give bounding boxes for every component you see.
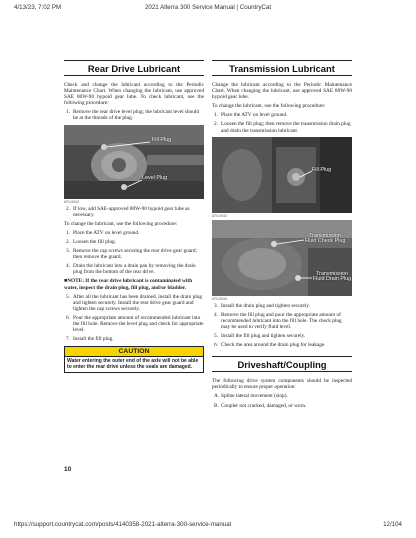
print-header <box>0 4 416 16</box>
trans-step-3: 3. Install the drain plug and tighten securely. <box>214 302 310 309</box>
transmission-intro: Change the lubricant according to the Periodic Maintenance Chart. When changing the lubricant, use approved SAE 80W-90 hypoid gear lube. <box>212 82 352 101</box>
caution-box <box>64 346 204 373</box>
transmission-plugs-image <box>212 220 352 296</box>
driveshaft-intro: The following drive system components should be inspected periodically to ensure proper operation: <box>212 378 352 391</box>
transmission-plugs-photo <box>212 220 352 296</box>
print-url[interactable]: https://support.countrycat.com/posts/4140358-2021-alterra-300-service-manual <box>14 521 232 528</box>
transmission-fill-image <box>212 137 352 213</box>
photo-id: ATV-0042 <box>64 199 79 204</box>
rear-drive-photo <box>64 125 204 199</box>
rear-drive-heading: Rear Drive Lubricant <box>64 60 204 76</box>
change-step-7: 7. Install the fill plug. <box>66 336 114 343</box>
change-step-6: 6. Pour the appropriate amount of recommended lubricant into the fill hole. Remove the level plug and check for appropriate level. <box>66 314 204 334</box>
change-step-4: 4. Drain the lubricant into a drain pan by removing the drain plug from the bottom of the rear drive. <box>66 263 196 276</box>
transmission-fill-photo <box>212 137 352 213</box>
page-number: 10 <box>64 466 72 473</box>
change-step-1: 1. Place the ATV on level ground. <box>66 229 140 236</box>
left-column <box>64 60 204 373</box>
change-step-5: 5. After all the lubricant has been drained, install the drain plug and tighten securely. Install the rear drive gear guard and tighten the cap screws securely. <box>66 293 202 312</box>
trans-step-2: 2. Loosen the fill plug; then remove the transmission drain plug and drain the transmission lubricant. <box>214 121 351 134</box>
driveshaft-item-a: A. Spline lateral movement (slop). <box>214 393 288 400</box>
print-footer <box>0 521 416 533</box>
contamination-note: ■NOTE: If the rear drive lubricant is contaminated with water, inspect the drain plug, fill plug, and/or bladder. <box>64 278 193 291</box>
trans-photo2-id: ATV-0044 <box>212 296 227 301</box>
caution-text: Water entering the outer end of the axle will not be able to enter the rear drive unless the seals are damaged. <box>67 357 199 370</box>
change-step-3: 3. Remove the cap screws securing the rear drive gear guard; then remove the guard. <box>66 248 197 261</box>
trans-step-5: 5. Install the fill plug and tighten securely. <box>214 333 306 340</box>
trans-drain-plug-callout: Transmission Fluid Drain Plug <box>312 270 352 283</box>
transmission-heading: Transmission Lubricant <box>212 60 352 76</box>
driveshaft-item-b: B. Coupler not cracked, damaged, or worn. <box>214 402 307 409</box>
rear-drive-image <box>64 125 204 199</box>
trans-step-1: 1. Place the ATV on level ground. <box>214 112 288 119</box>
driveshaft-heading: Driveshaft/Coupling <box>212 356 352 372</box>
right-column <box>212 60 352 412</box>
change-step-2: 2. Loosen the fill plug. <box>66 238 116 245</box>
change-intro: To change the lubricant, use the following procedure: <box>64 220 178 227</box>
trans-check-plug-callout: Transmission Fluid Check Plug <box>304 232 346 245</box>
trans-photo1-id: ATV-0043 <box>212 213 227 218</box>
transmission-change-intro: To change the lubricant, use the following procedure: <box>212 103 326 110</box>
check-step-2: 2. If low, add SAE-approved 80W-90 hypoid gear lube as necessary. <box>66 205 190 218</box>
level-plug-callout: Level Plug <box>142 174 168 181</box>
fill-plug-callout: Fill Plug <box>152 136 172 143</box>
trans-step-4: 4. Remove the fill plug and pour the appropriate amount of recommended lubricant into the fill hole. The check plug may be used to verify fluid level. <box>214 311 342 330</box>
trans-fill-plug-callout: Fill Plug <box>312 166 332 173</box>
print-page-counter: 12/104 <box>383 521 402 528</box>
check-step-1: 1. Remove the rear drive level plug; the lubricant level should be at the threads of the plug. <box>66 109 200 122</box>
caution-heading: CAUTION <box>65 347 203 357</box>
print-datetime: 4/13/23, 7:02 PM <box>14 4 62 11</box>
rear-drive-intro: Check and change the lubricant according to the Periodic Maintenance Chart. When changing the lubricant, use approved SAE 80W-90 hypoid gear lube. To check lubricant, use the following procedure: <box>64 82 204 107</box>
print-tab-title: 2021 Alterra 300 Service Manual | CountryCat <box>144 4 272 11</box>
trans-step-6: 6. Check the area around the drain plug for leakage. <box>214 342 326 349</box>
